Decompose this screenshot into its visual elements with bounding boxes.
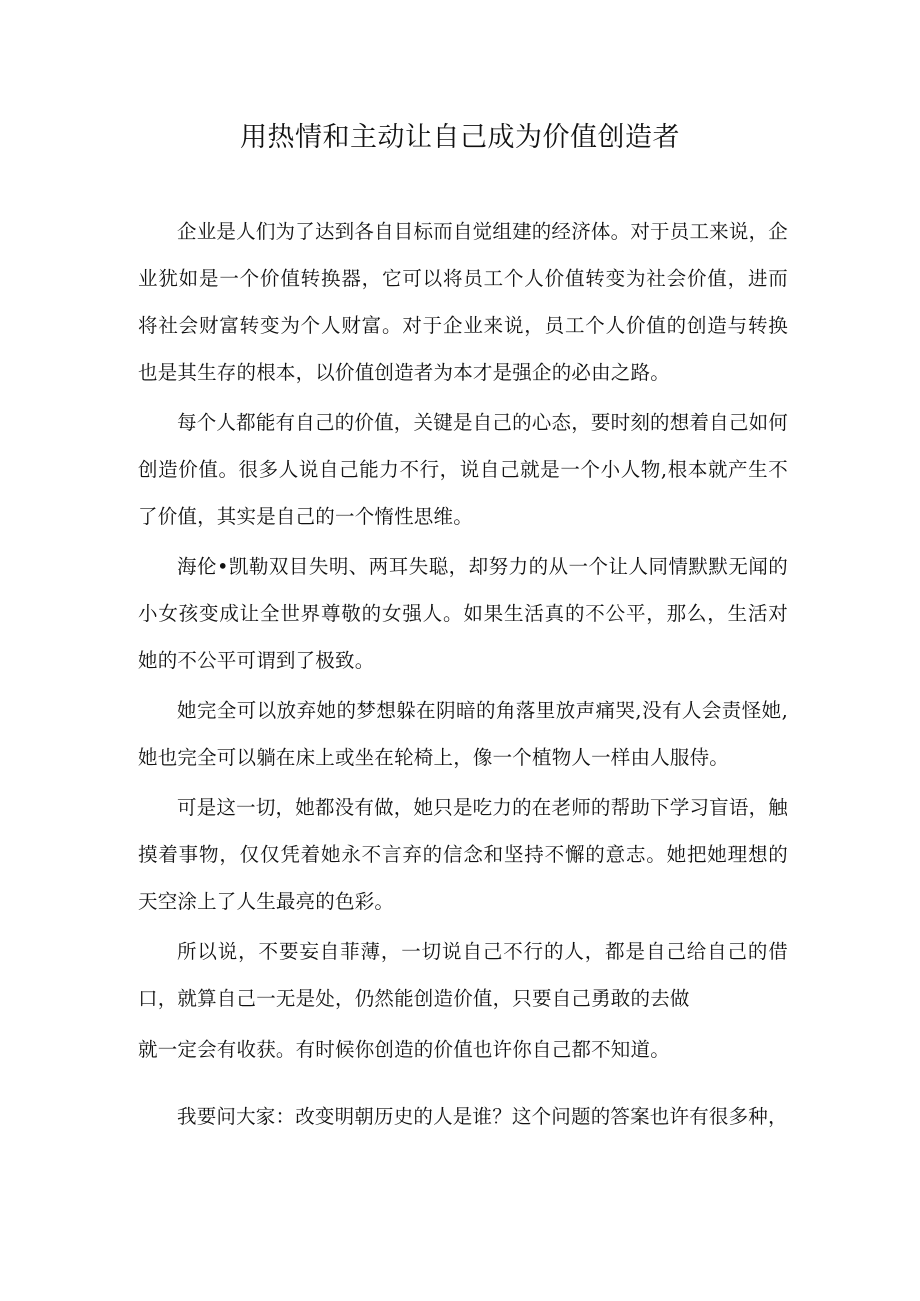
document-title: 用热情和主动让自己成为价值创造者 (240, 122, 680, 153)
paragraph-enterprise-value: 企业是人们为了达到各自目标而自觉组建的经济体。对于员工来说，企业犹如是一个价值转换器，它可以将员工个人价值转变为社会价值，进而将社会财富转变为个人财富。对于企业来说，员工个人价值的创造与转换也是其生存的根本，以价值创造者为本才是强企的必由之路。 (138, 220, 788, 384)
paragraph-conclusion: 所以说，不要妄自菲薄，一切说自己不行的人，都是自己给自己的借口，就算自己一无是处，仍然能创造价值，只要自己勇敢的去做 (138, 940, 788, 1010)
paragraph-ming-question: 我要问大家：改变明朝历史的人是谁？这个问题的答案也许有很多种， (177, 1105, 788, 1128)
paragraph-personal-value: 每个人都能有自己的价值，关键是自己的心态，要时刻的想着自己如何创造价值。很多人说自己能力不行，说自己就是一个小人物,根本就产生不了价值，其实是自己的一个惰性思维。 (138, 411, 788, 528)
document-body (138, 208, 788, 1143)
paragraph-conclusion-continued: 就一定会有收获。有时候你创造的价值也许你自己都不知道。 (138, 1038, 670, 1061)
paragraph-helen-keller: 海伦•凯勒双目失明、两耳失聪，却努力的从一个让人同情默默无闻的小女孩变成让全世界尊敬的女强人。如果生活真的不公平，那么，生活对她的不公平可谓到了极致。 (138, 555, 788, 672)
paragraph-could-give-up: 她完全可以放弃她的梦想躲在阴暗的角落里放声痛哭,没有人会责怪她,她也完全可以躺在床上或坐在轮椅上，像一个植物人一样由人服侍。 (138, 699, 788, 769)
paragraph-she-persisted: 可是这一切，她都没有做，她只是吃力的在老师的帮助下学习盲语，触摸着事物，仅仅凭着她永不言弃的信念和坚持不懈的意志。她把她理想的天空涂上了人生最亮的色彩。 (138, 796, 788, 913)
